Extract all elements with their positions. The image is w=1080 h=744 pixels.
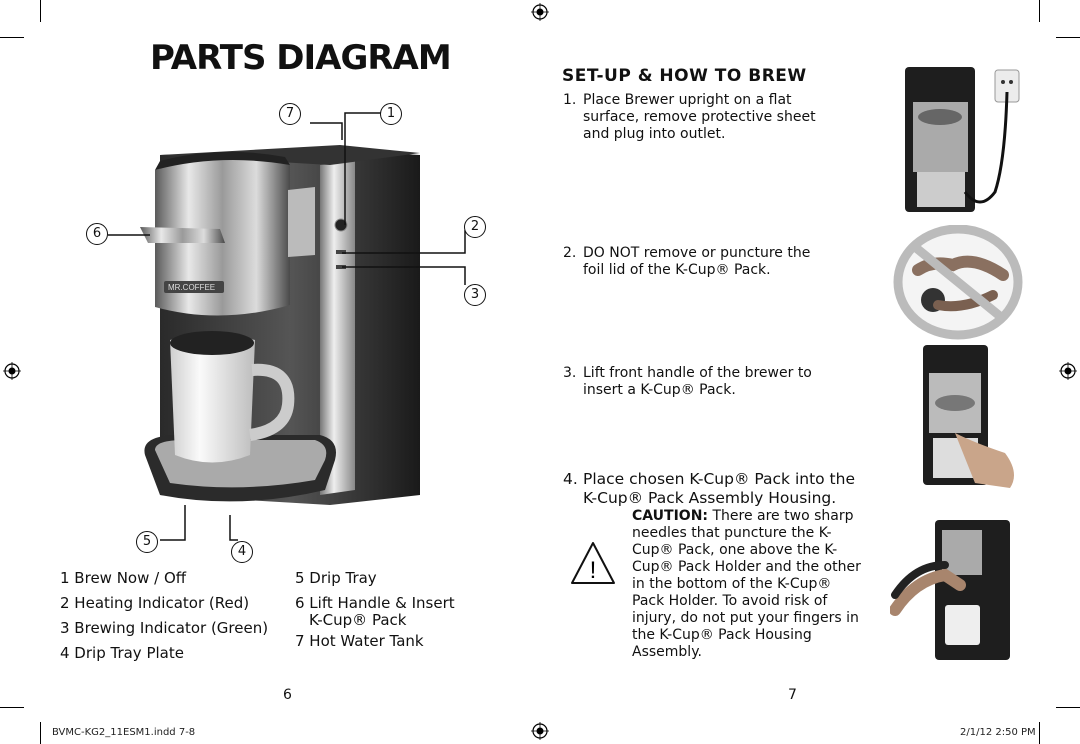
callout-3: 3 — [464, 284, 486, 306]
brand-label: MR.COFFEE — [168, 283, 216, 292]
parts-list-item: 3 Brewing Indicator (Green) — [60, 619, 269, 637]
parts-list-item: 4 Drip Tray Plate — [60, 644, 184, 662]
crop-mark — [40, 0, 41, 22]
warning-symbol: ! — [589, 557, 597, 584]
step-text: Place Brewer upright on a flat surface, remove protective sheet and plug into outlet. — [583, 92, 816, 142]
registration-mark-icon — [531, 3, 549, 21]
callout-2: 2 — [464, 216, 486, 238]
step-text: DO NOT remove or puncture the foil lid of the K-Cup® Pack. — [583, 245, 811, 278]
caution-block — [632, 508, 862, 661]
step-number: 2. — [563, 245, 577, 261]
parts-list-item: K-Cup® Pack — [309, 611, 407, 629]
step-2 — [563, 245, 813, 279]
parts-list-item: 1 Brew Now / Off — [60, 569, 187, 587]
crop-mark — [1039, 0, 1040, 22]
footer-file: BVMC-KG2_11ESM1.indd 7-8 — [52, 727, 196, 738]
parts-list-item: 2 Heating Indicator (Red) — [60, 594, 250, 612]
warning-triangle-icon — [570, 540, 616, 586]
callout-7: 7 — [279, 103, 301, 125]
parts-list-right — [295, 566, 455, 654]
parts-list-item: 7 Hot Water Tank — [295, 632, 424, 650]
callout-6: 6 — [86, 223, 108, 245]
step-text: Place chosen K-Cup® Pack into the K-Cup® Pack Assembly Housing. — [583, 470, 855, 507]
crop-mark — [1056, 37, 1080, 38]
crop-mark — [0, 707, 24, 708]
no-puncture-photo — [893, 225, 1023, 340]
parts-list-left — [60, 566, 268, 666]
insert-kcup-photo — [890, 515, 1020, 665]
setup-title: SET-UP & HOW TO BREW — [562, 66, 807, 86]
crop-mark — [40, 722, 41, 744]
step-1 — [563, 92, 833, 143]
lift-handle-photo — [915, 343, 1025, 493]
brewer-plugged-photo — [895, 62, 1030, 217]
caution-text: There are two sharp needles that puncture the K-Cup® Pack, one above the K-Cup® Pack Holder and the other in the bottom of the K-Cup® Pack Holder. To avoid risk of injury, do not put your fingers in the K-Cup® Pack Housing Assembly. — [632, 508, 861, 660]
crop-mark — [1056, 707, 1080, 708]
footer-date: 2/1/12 2:50 PM — [960, 727, 1036, 738]
step-number: 4. — [563, 470, 578, 488]
crop-mark — [1039, 722, 1040, 744]
parts-list-item: 6 Lift Handle & Insert — [295, 594, 455, 612]
registration-mark-icon — [3, 362, 21, 380]
parts-list-item: 5 Drip Tray — [295, 569, 377, 587]
coffee-maker-diagram — [80, 95, 500, 565]
step-4 — [563, 470, 863, 508]
callout-4: 4 — [231, 541, 253, 563]
step-number: 1. — [563, 92, 577, 108]
page-number-left: 6 — [283, 687, 292, 703]
caution-label: CAUTION: — [632, 508, 709, 524]
page-title: PARTS DIAGRAM — [150, 38, 451, 78]
crop-mark — [0, 37, 24, 38]
registration-mark-icon — [531, 722, 549, 740]
step-number: 3. — [563, 365, 577, 381]
step-3 — [563, 365, 838, 399]
page-number-right: 7 — [788, 687, 797, 703]
step-text: Lift front handle of the brewer to insert a K-Cup® Pack. — [583, 365, 812, 398]
registration-mark-icon — [1059, 362, 1077, 380]
callout-5: 5 — [136, 531, 158, 553]
callout-1: 1 — [380, 103, 402, 125]
